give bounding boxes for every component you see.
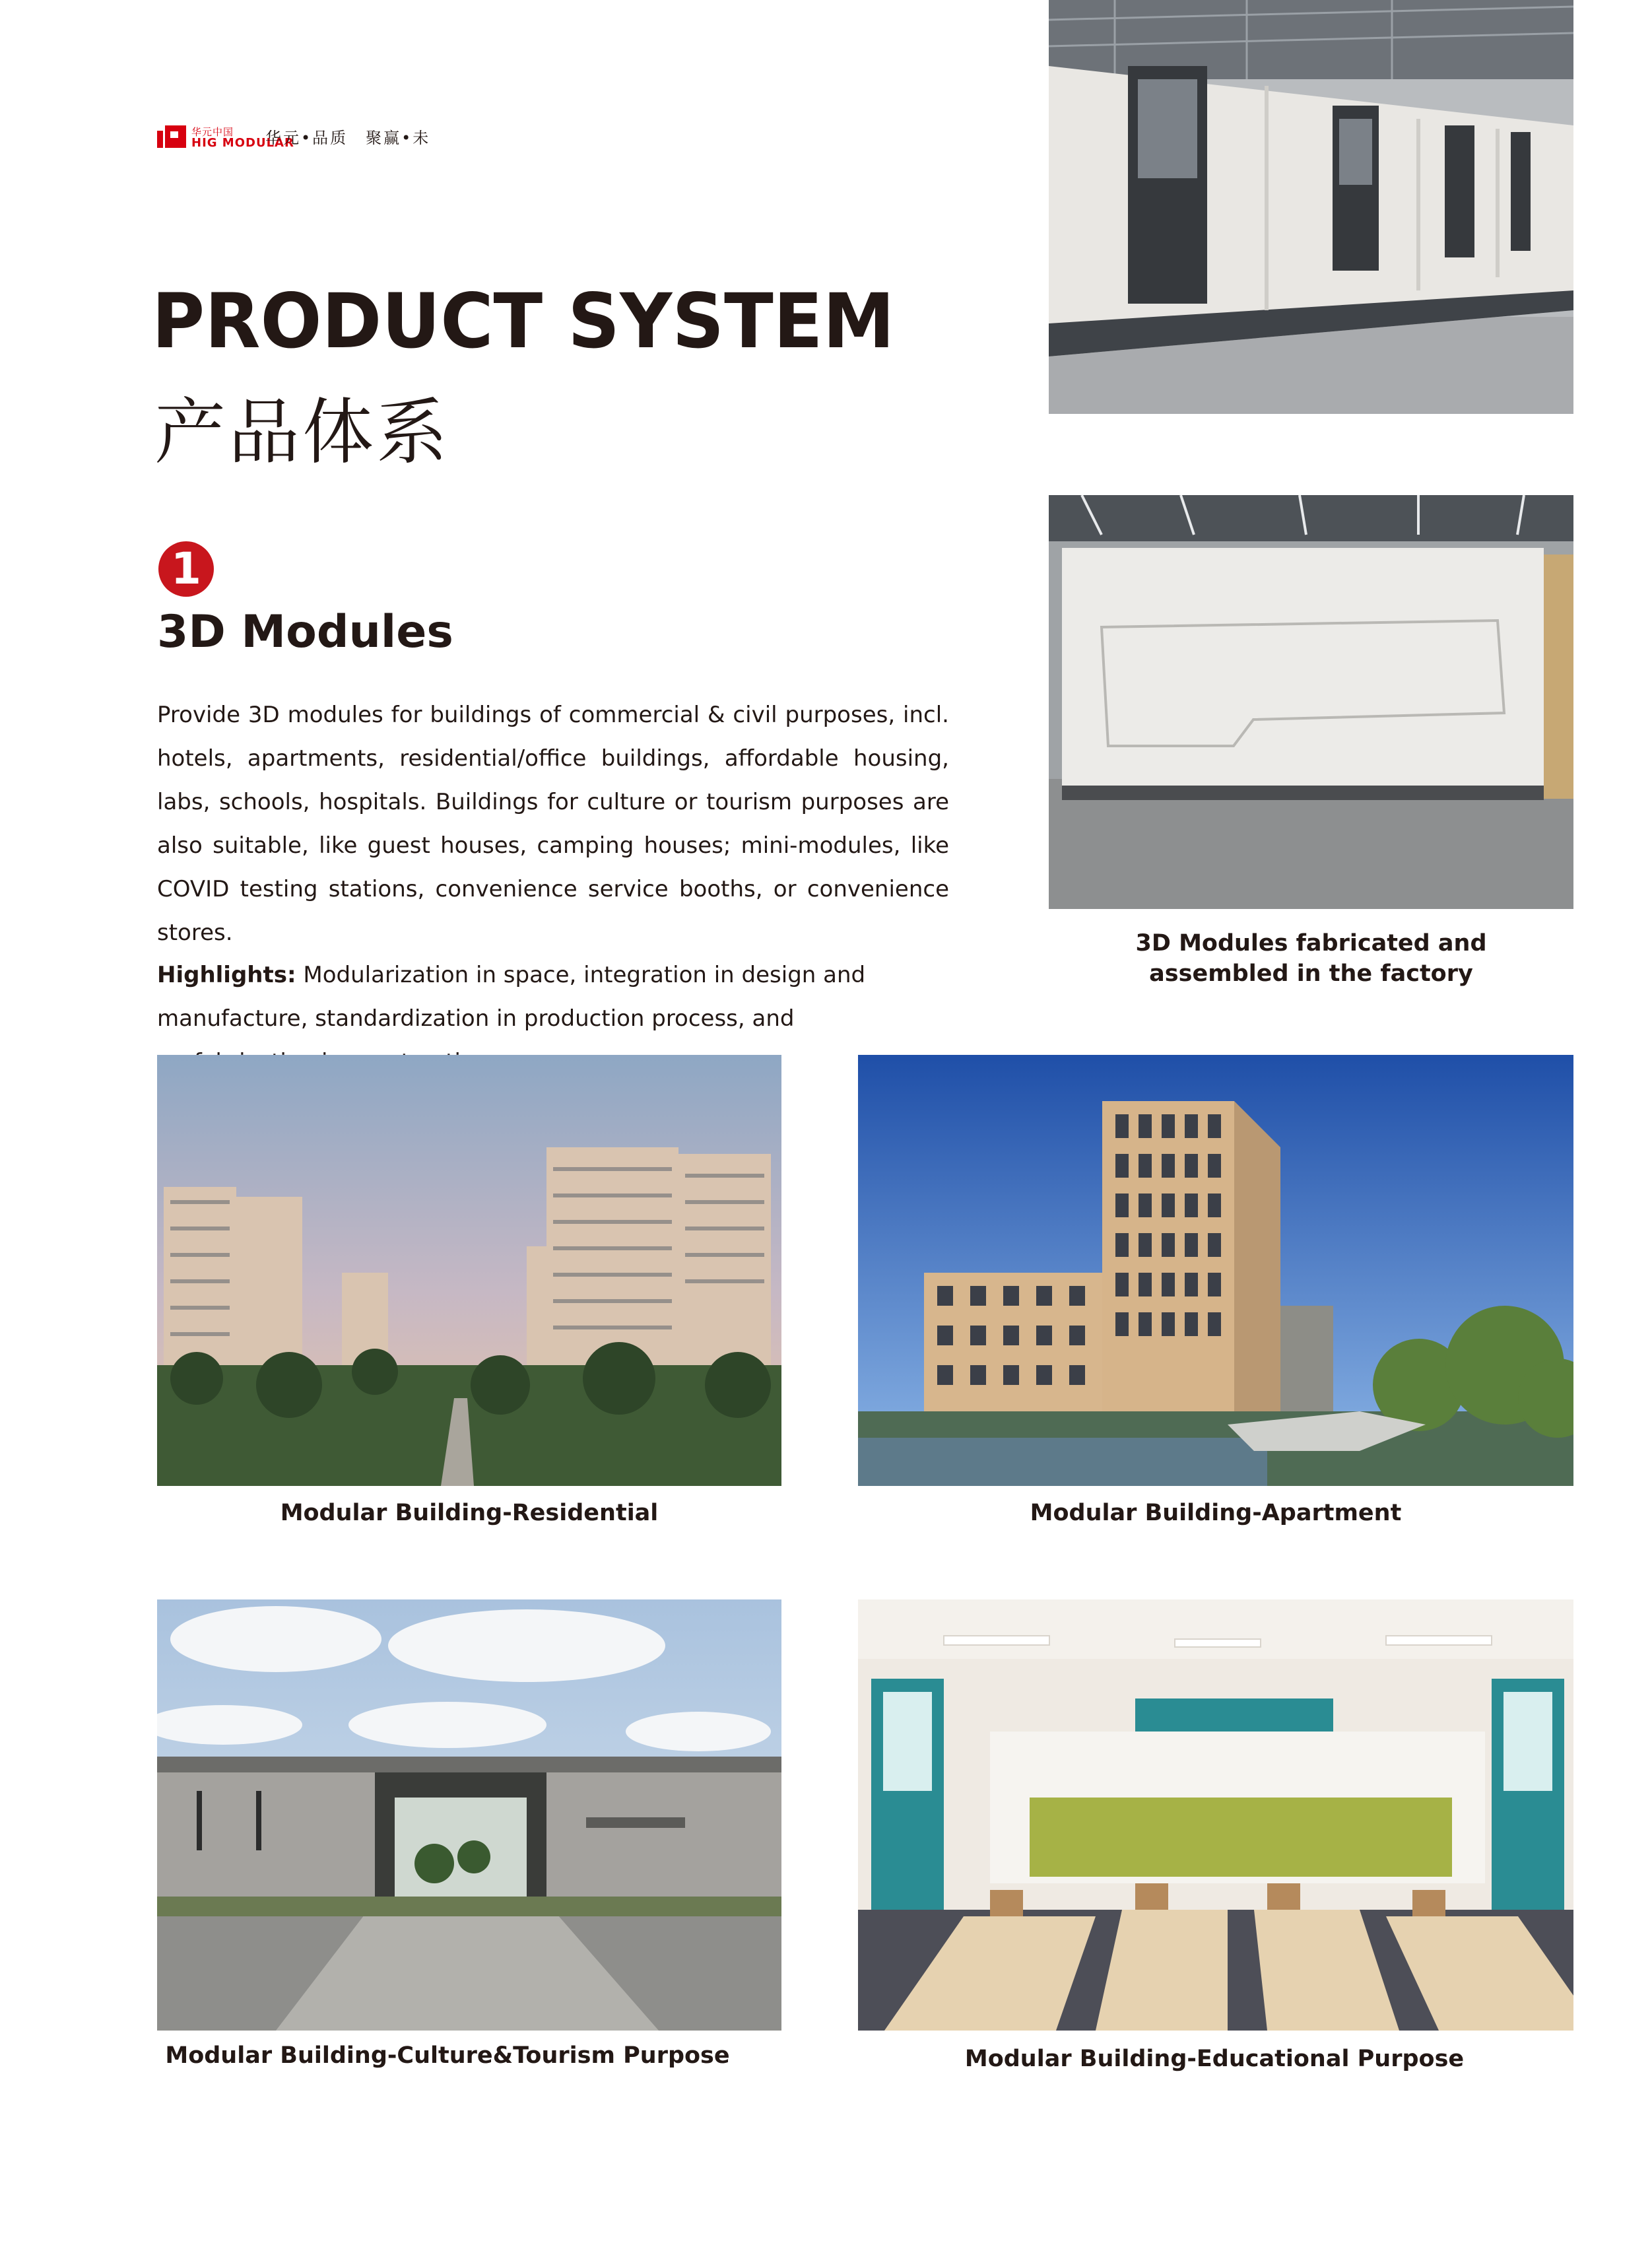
section-description: Provide 3D modules for buildings of commercial & civil purposes, incl. hotels, apartments, residential/office buildings, affordable housing, labs, schools, hospitals. Buildings for culture or tourism purposes are also suitable, like guest houses, camping houses; mini-modules, like COVID testing stations, convenience service booths, or convenience stores. [157,702,949,946]
caption-factory-line2: assembled in the factory [1149,960,1473,987]
culture-tourism-photo [157,1599,781,2031]
caption-apartment: Modular Building-Apartment [1030,1500,1402,1526]
factory-line-photo [1049,0,1573,414]
caption-residential: Modular Building-Residential [280,1500,659,1526]
highlights-text: Modularization in space, integration in design and manufacture, standardization in production process, and [157,962,866,1032]
logo-mark-icon [157,125,186,148]
caption-educational: Modular Building-Educational Purpose [964,2046,1465,2072]
factory-module-photo [1049,495,1573,909]
slogan: 华元•品质 聚赢•未 [265,129,431,147]
section-number-badge: 1 [158,541,214,597]
caption-factory [1049,928,1573,989]
section-title: 3D Modules [157,606,453,658]
company-logo [157,125,294,150]
education-photo [858,1599,1573,2031]
page-title-en: PRODUCT SYSTEM [152,277,895,365]
logo-en-text: HIG MODULAR [191,136,294,150]
logo-cn-text: 华元中国 [191,126,234,138]
residential-photo [157,1055,781,1486]
highlights-label: Highlights: [157,962,296,988]
caption-factory-line1: 3D Modules fabricated and [1135,930,1487,957]
page-title-cn: 产品体系 [154,391,451,474]
caption-culture-tourism: Modular Building-Culture&Tourism Purpose [165,2042,730,2069]
apartment-photo [858,1055,1573,1486]
